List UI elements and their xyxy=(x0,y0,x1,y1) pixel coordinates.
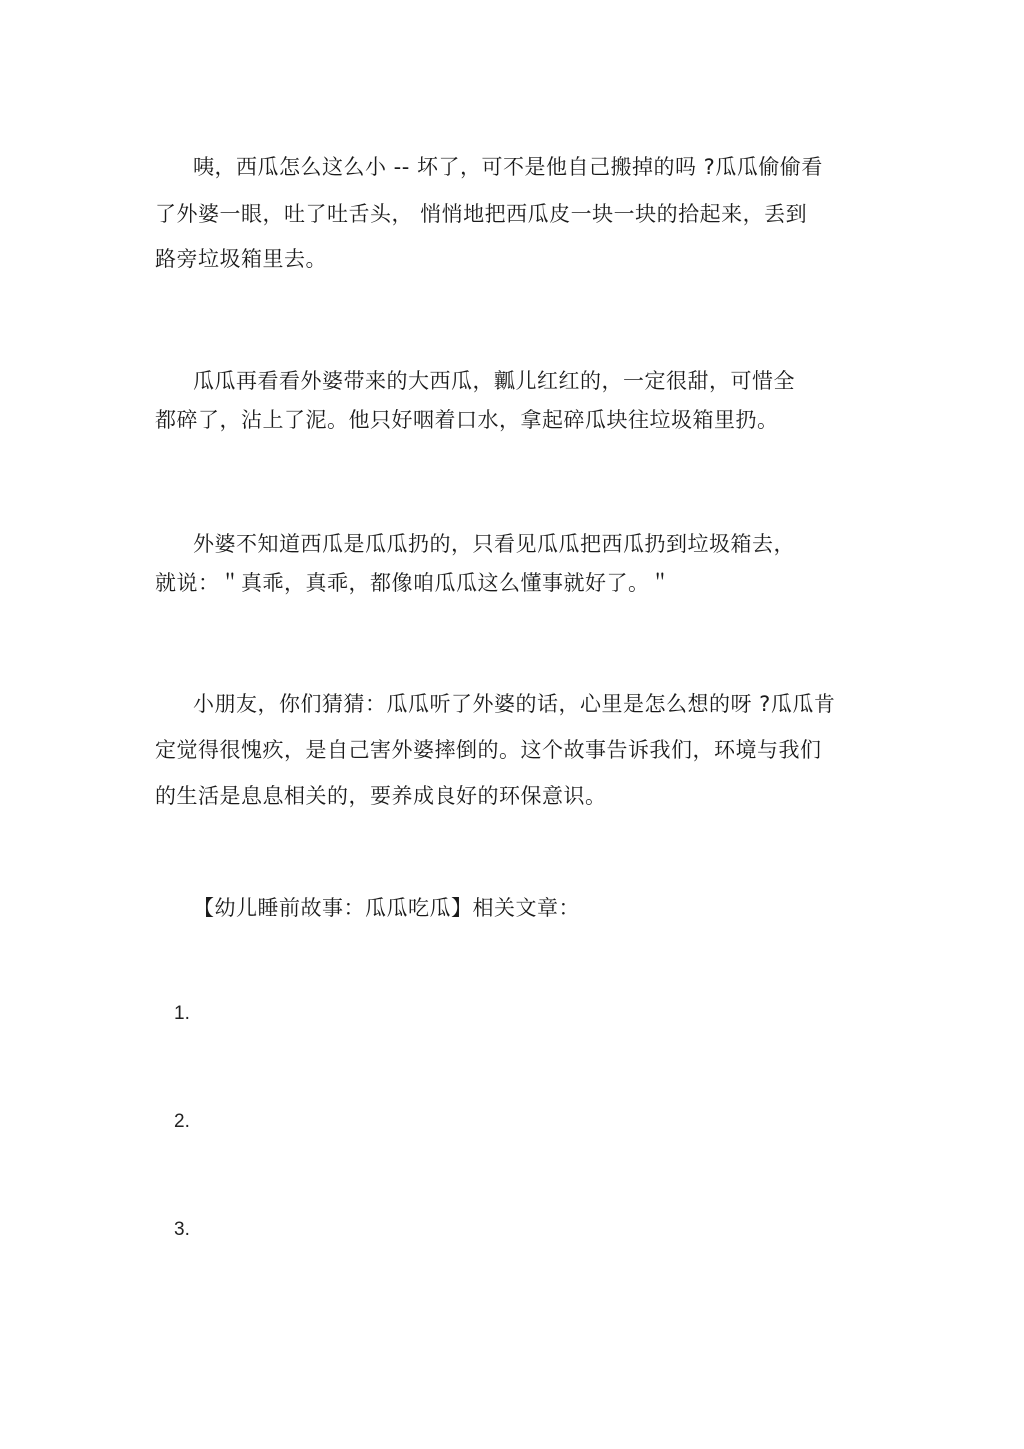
paragraph-4-line-2: 定觉得很愧疚，是自己害外婆摔倒的。这个故事告诉我们，环境与我们 xyxy=(155,738,822,762)
paragraph-3-line-1: 外婆不知道西瓜是瓜瓜扔的，只看见瓜瓜把西瓜扔到垃圾箱去， xyxy=(193,532,795,556)
related-articles-heading: 【幼儿睡前故事：瓜瓜吃瓜】相关文章： xyxy=(193,896,580,920)
paragraph-2-line-1: 瓜瓜再看看外婆带来的大西瓜，瓤儿红红的，一定很甜，可惜全 xyxy=(193,369,795,393)
paragraph-3-line-2: 就说：＂真乖，真乖，都像咱瓜瓜这么懂事就好了。＂ xyxy=(155,571,671,595)
paragraph-2-line-2: 都碎了，沾上了泥。他只好咽着口水，拿起碎瓜块往垃圾箱里扔。 xyxy=(155,408,779,432)
paragraph-1-line-3: 路旁垃圾箱里去。 xyxy=(155,247,327,271)
paragraph-4-line-3: 的生活是息息相关的，要养成良好的环保意识。 xyxy=(155,784,607,808)
paragraph-4-line-1: 小朋友，你们猜猜：瓜瓜听了外婆的话，心里是怎么想的呀 ?瓜瓜肯 xyxy=(193,692,836,716)
related-item-3: 3. xyxy=(174,1219,190,1240)
paragraph-1-line-2: 了外婆一眼，吐了吐舌头， 悄悄地把西瓜皮一块一块的拾起来，丢到 xyxy=(155,202,808,226)
related-item-1: 1. xyxy=(174,1003,190,1024)
paragraph-1-line-1: 咦，西瓜怎么这么小 -- 坏了，可不是他自己搬掉的吗 ?瓜瓜偷偷看 xyxy=(193,155,823,179)
related-item-2: 2. xyxy=(174,1111,190,1132)
